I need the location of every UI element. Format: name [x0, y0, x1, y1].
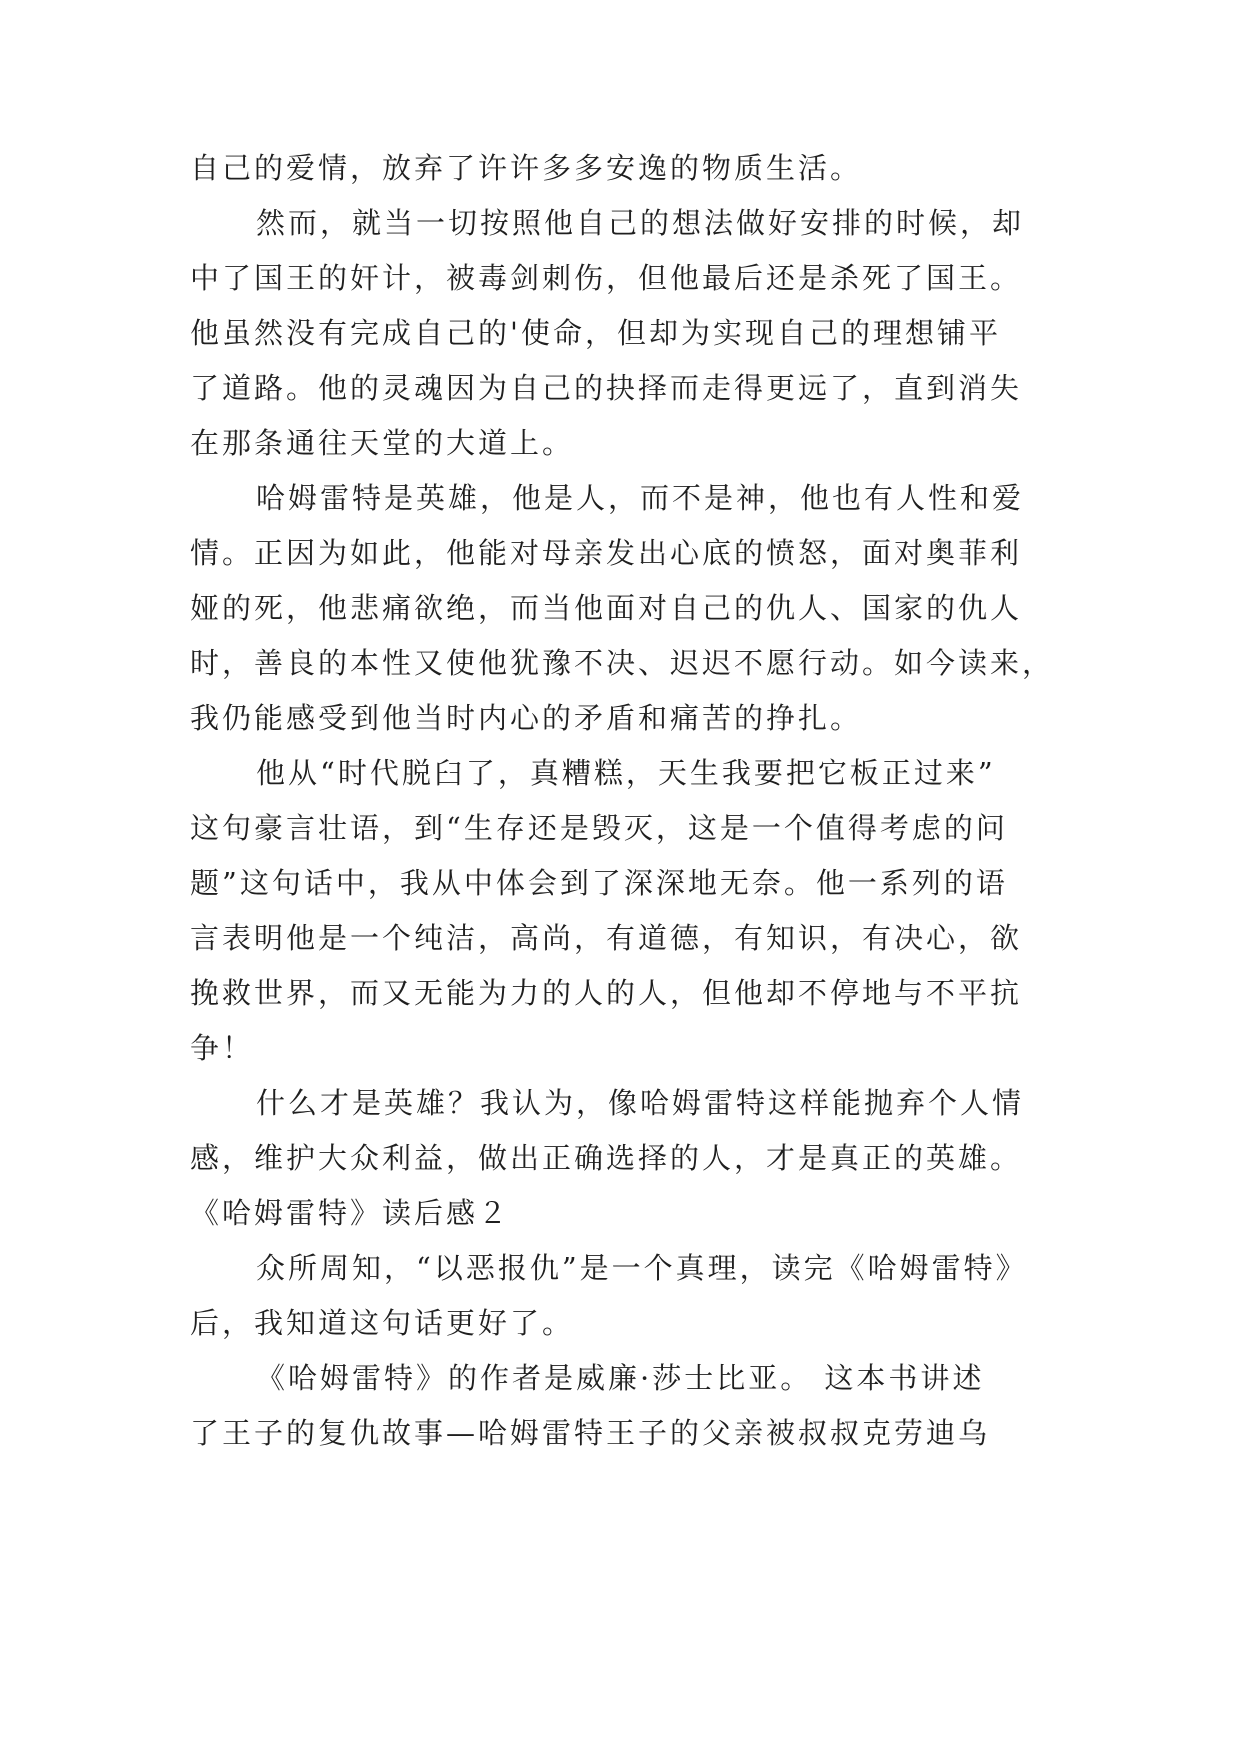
text-line: 了道路。他的灵魂因为自己的抉择而走得更远了，直到消失 — [190, 371, 1023, 405]
section-heading: 《哈姆雷特》读后感２ — [190, 1196, 511, 1230]
paragraph-start: 然而，就当一切按照他自己的想法做好安排的时候，却 — [256, 206, 1025, 240]
text-line: 挽救世界，而又无能为力的人的人，但他却不停地与不平抗 — [190, 976, 1023, 1010]
text-line: 时，善良的本性又使他犹豫不决、迟迟不愿行动。如今读来， — [190, 646, 1055, 680]
paragraph-start: 什么才是英雄？我认为，像哈姆雷特这样能抛弃个人情 — [256, 1086, 1025, 1120]
text-line: 我仍能感受到他当时内心的矛盾和痛苦的挣扎。 — [190, 701, 863, 735]
paragraph-start: 他从“时代脱臼了，真糟糕，天生我要把它板正过来” — [256, 756, 996, 790]
text-line: 争！ — [190, 1031, 255, 1065]
text-line: 感，维护大众利益，做出正确选择的人，才是真正的英雄。 — [190, 1141, 1023, 1175]
text-line: 他虽然没有完成自己的'使命，但却为实现自己的理想铺平 — [190, 316, 1001, 350]
text-line: 情。正因为如此，他能对母亲发出心底的愤怒，面对奥菲利 — [190, 536, 1023, 570]
text-line: 中了国王的奸计，被毒剑刺伤，但他最后还是杀死了国王。 — [190, 261, 1023, 295]
paragraph-start: 众所周知，“以恶报仇”是一个真理，读完《哈姆雷特》 — [256, 1251, 1028, 1285]
text-line: 这句豪言壮语，到“生存还是毁灭，这是一个值得考虑的问 — [190, 811, 1008, 845]
text-line: 在那条通往天堂的大道上。 — [190, 426, 575, 460]
paragraph-start: 《哈姆雷特》的作者是威廉·莎士比亚。 这本书讲述 — [256, 1361, 985, 1395]
text-line: 自己的爱情，放弃了许许多多安逸的物质生活。 — [190, 151, 863, 185]
paragraph-start: 哈姆雷特是英雄，他是人，而不是神，他也有人性和爱 — [256, 481, 1025, 515]
text-line: 言表明他是一个纯洁，高尚，有道德，有知识，有决心，欲 — [190, 921, 1023, 955]
text-line: 娅的死，他悲痛欲绝，而当他面对自己的仇人、国家的仇人 — [190, 591, 1023, 625]
text-line: 后，我知道这句话更好了。 — [190, 1306, 575, 1340]
text-line: 了王子的复仇故事—哈姆雷特王子的父亲被叔叔克劳迪乌 — [190, 1416, 991, 1450]
text-line: 题”这句话中，我从中体会到了深深地无奈。他一系列的语 — [190, 866, 1008, 900]
